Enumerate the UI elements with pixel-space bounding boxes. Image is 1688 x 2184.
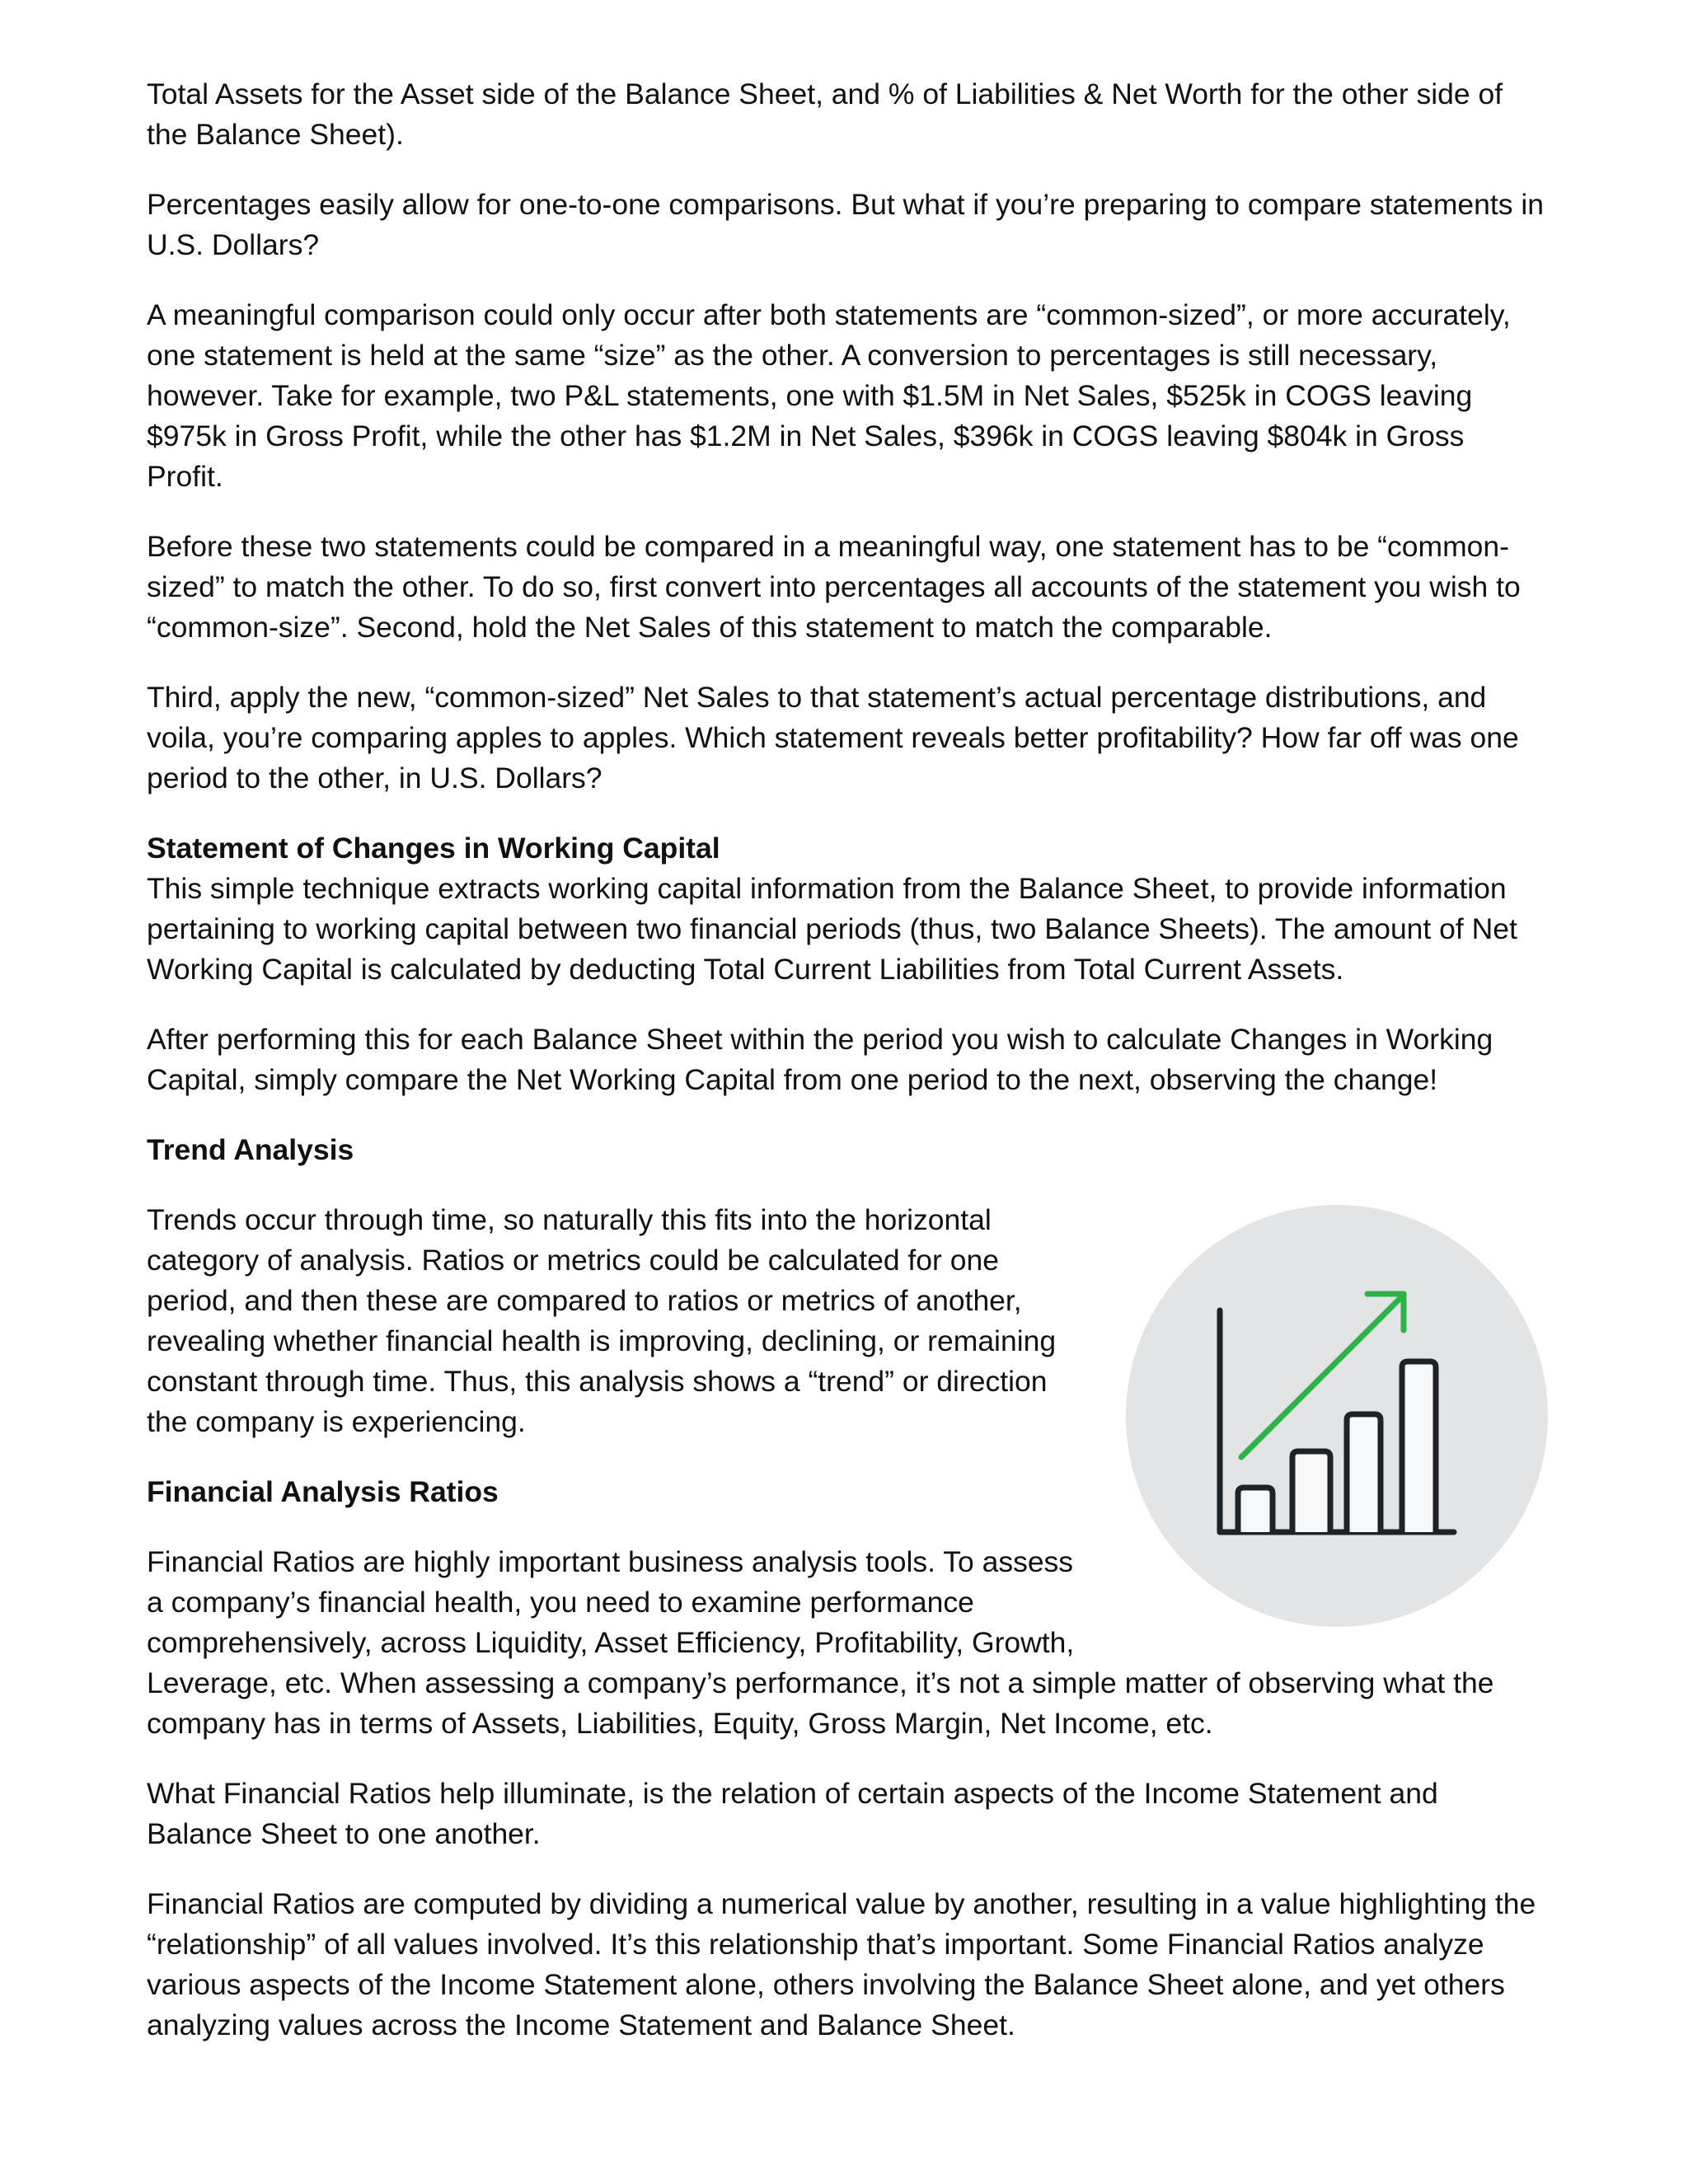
document-page [147,74,1548,2075]
growth-chart-icon [1126,1205,1548,1627]
paragraph-ratios-importance: Financial Ratios are highly important business analysis tools. To assess a company’s financial health, you need to examine performance comprehensively, across Liquidity, Asset Efficiency, Profitability, Growth, Leverage, etc. When assessing a company’s performance, it’s not a simple matter of observing what the company has in terms of Assets, Liabilities, Equity, Gross Margin, Net Income, etc. [147,1545,1494,1740]
paragraph-working-capital: This simple technique extracts working capital information from the Balance Sheet, to provide information pertaining to working capital between two financial periods (thus, two Balance Sheets). The amount of Net Working Capital is calculated by deducting Total Current Liabilities from Total Current Assets. [147,872,1517,986]
chart-bar-4 [1402,1361,1436,1532]
paragraph-apples-to-apples: Third, apply the new, “common-sized” Net Sales to that statement’s actual percentage distributions, and voila, you’re comparing apples to apples. Which statement reveals better profitability? How far off was one period to the other, in U.S. Dollars? [147,681,1519,794]
heading-working-capital: Statement of Changes in Working Capital [147,832,720,865]
chart-bar-3 [1347,1414,1381,1532]
paragraph-percentages: Percentages easily allow for one-to-one comparisons. But what if you’re preparing to compare statements in U.S. Dollars? [147,188,1545,261]
chart-bar-2 [1292,1451,1330,1532]
paragraph-balance-sheet-note: Total Assets for the Asset side of the Balance Sheet, and % of Liabilities & Net Worth for the other side of the Balance Sheet). [147,77,1503,151]
paragraph-common-sized: A meaningful comparison could only occur after both statements are “common-sized”, or more accurately, one statement is held at the same “size” as the other. A conversion to percentages is still necessary, however. Take for example, two P&L statements, one with $1.5M in Net Sales, $525k in COGS leaving $975k in Gross Profit, while the other has $1.2M in Net Sales, $396k in COGS leaving $804k in Gross Profit. [147,298,1511,493]
paragraph-ratios-illuminate: What Financial Ratios help illuminate, is the relation of certain aspects of the Income Statement and Balance Sheet to one another. [147,1777,1438,1850]
heading-trend-analysis: Trend Analysis [147,1133,354,1166]
growth-chart-graphic [1126,1205,1548,1627]
paragraph-common-size-steps: Before these two statements could be compared in a meaningful way, one statement has to be “common-sized” to match the other. To do so, first convert into percentages all accounts of the statement you wish to “common-size”. Second, hold the Net Sales of this statement to match the comparable. [147,530,1521,644]
paragraph-ratios-computed: Financial Ratios are computed by dividing a numerical value by another, resulting in a value highlighting the “relationship” of all values involved. It’s this relationship that’s important. Some Financial Ratios analyze various aspects of the Income Statement alone, others involving the Balance Sheet alone, and yet others analyzing values across the Income Statement and Balance Sheet. [147,1887,1536,2041]
paragraph-trend-analysis: Trends occur through time, so naturally this fits into the horizontal category of analysis. Ratios or metrics could be calculated for one period, and then these are compared to ratios or metrics of another, revealing whether financial health is improving, declining, or remaining constant through time. Thus, this analysis shows a “trend” or direction the company is experiencing. [147,1203,1057,1438]
heading-financial-ratios: Financial Analysis Ratios [147,1475,499,1508]
chart-bar-1 [1238,1488,1273,1532]
paragraph-working-capital-change: After performing this for each Balance Sheet within the period you wish to calculate Changes in Working Capital, simply compare the Net Working Capital from one period to the next, observing the change! [147,1023,1493,1096]
